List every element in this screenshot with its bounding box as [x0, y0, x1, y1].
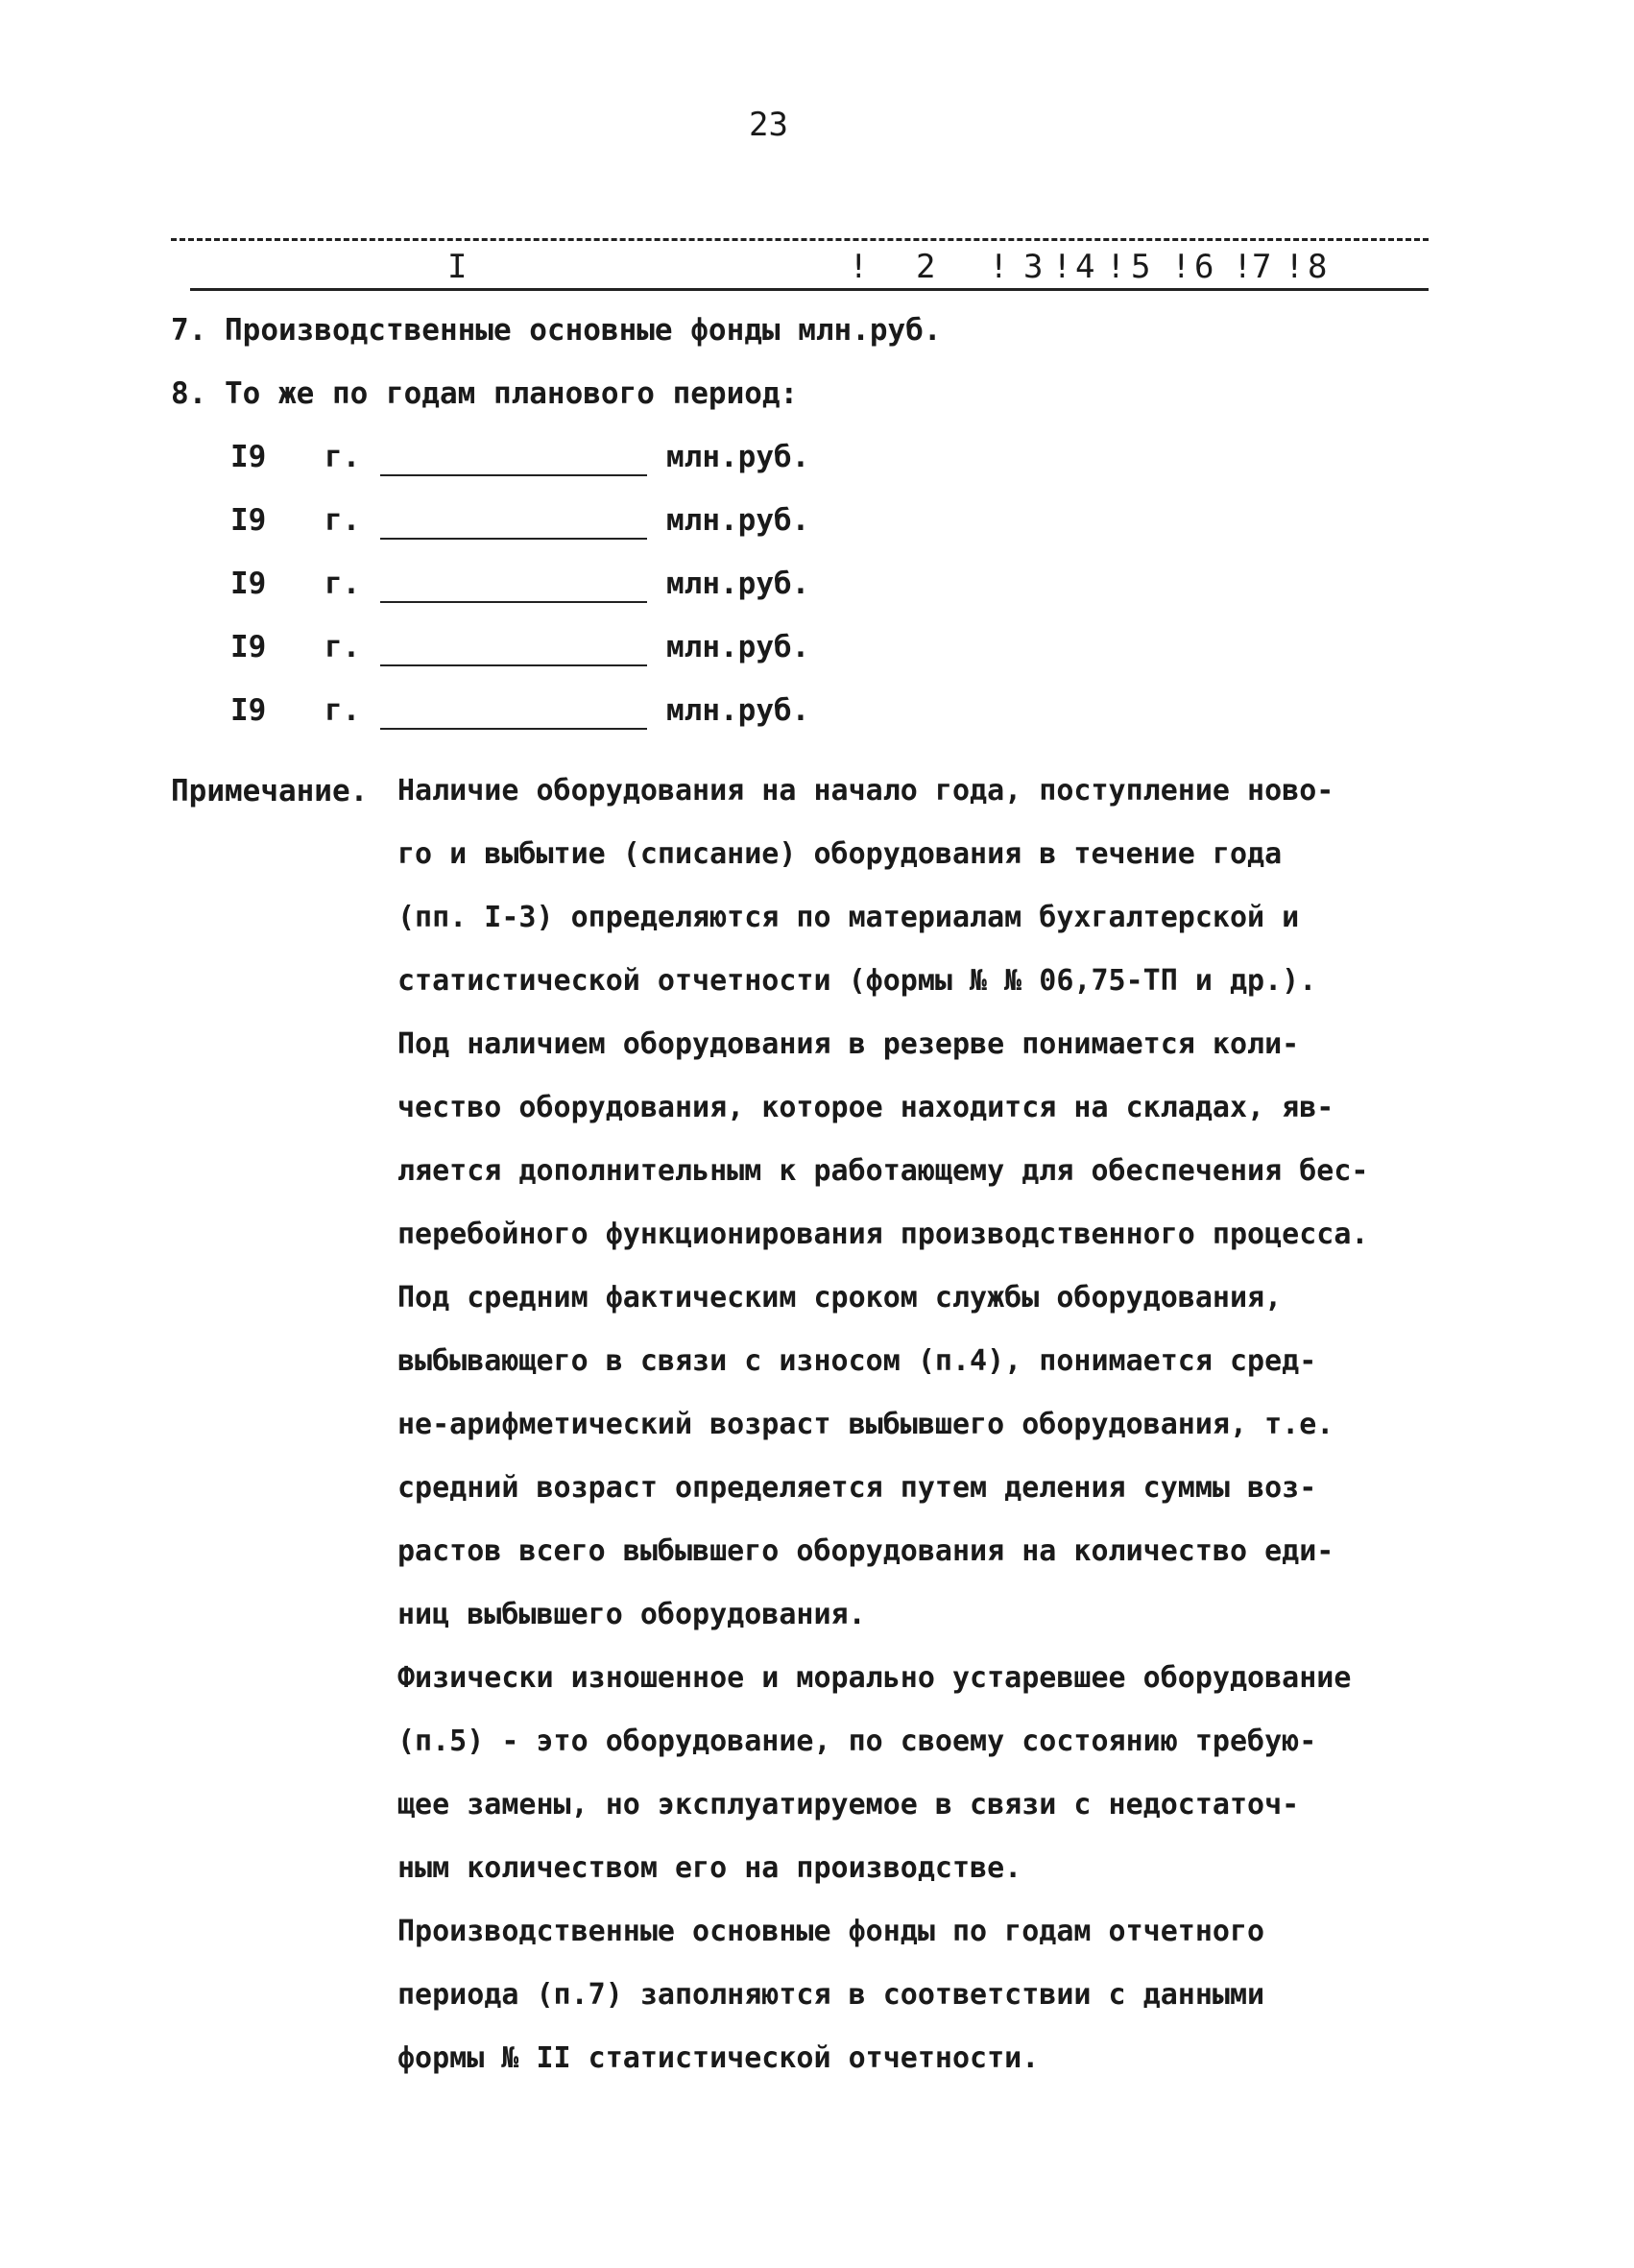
note-line: Под наличием оборудования в резерве понимается коли-: [397, 1027, 1300, 1061]
blank-field-line: [380, 538, 647, 540]
note-line: не-арифметический возраст выбывшего оборудования, т.е.: [397, 1408, 1334, 1441]
column-label-2: 2: [916, 248, 936, 286]
note-line: Производственные основные фонды по годам отчетного: [397, 1915, 1265, 1948]
column-separator: !: [849, 248, 869, 286]
note-line: формы № II статистической отчетности.: [397, 2041, 1040, 2075]
column-label-7: 7: [1252, 248, 1272, 286]
year-label: I9: [230, 567, 267, 601]
year-row: [0, 440, 1634, 482]
note-label: Примечание.: [171, 774, 369, 808]
unit-label: млн.руб.: [666, 693, 810, 728]
column-label-1: I: [447, 248, 468, 286]
page-number: 23: [749, 106, 788, 144]
note-line: Физически изношенное и морально устаревшее оборудование: [397, 1661, 1352, 1695]
year-label: I9: [230, 503, 267, 538]
blank-field-line: [380, 664, 647, 666]
year-suffix: г.: [324, 567, 361, 601]
note-line: ным количеством его на производстве.: [397, 1851, 1022, 1885]
note-line: го и выбытие (списание) оборудования в течение года: [397, 837, 1283, 871]
year-suffix: г.: [324, 503, 361, 538]
note-line: средний возраст определяется путем деления суммы воз-: [397, 1471, 1317, 1505]
year-row: [0, 503, 1634, 545]
column-label-3: 3: [1023, 248, 1044, 286]
blank-field-line: [380, 601, 647, 603]
column-separator: !: [1285, 248, 1305, 286]
column-separator: !: [1233, 248, 1253, 286]
note-line: растов всего выбывшего оборудования на количество еди-: [397, 1534, 1334, 1568]
item-8: 8. То же по годам планового период:: [171, 376, 799, 411]
note-line: (пп. I-3) определяются по материалам бухгалтерской и: [397, 901, 1300, 934]
column-separator: !: [989, 248, 1009, 286]
note-line: чество оборудования, которое находится на складах, яв-: [397, 1091, 1334, 1124]
unit-label: млн.руб.: [666, 567, 810, 601]
column-label-4: 4: [1075, 248, 1095, 286]
item-7: 7. Производственные основные фонды млн.руб.: [171, 313, 942, 348]
unit-label: млн.руб.: [666, 630, 810, 664]
note-line: (п.5) - это оборудование, по своему состоянию требую-: [397, 1725, 1317, 1758]
year-suffix: г.: [324, 440, 361, 474]
note-line: Наличие оборудования на начало года, поступление ново-: [397, 774, 1334, 808]
year-suffix: г.: [324, 693, 361, 728]
year-suffix: г.: [324, 630, 361, 664]
note-line: статистической отчетности (формы № № 06,75-ТП и др.).: [397, 964, 1317, 998]
column-separator: !: [1052, 248, 1072, 286]
unit-label: млн.руб.: [666, 440, 810, 474]
blank-field-line: [380, 728, 647, 730]
year-row: [0, 693, 1634, 736]
column-label-8: 8: [1308, 248, 1328, 286]
year-row: [0, 630, 1634, 672]
note-line: периода (п.7) заполняются в соответствии с данными: [397, 1978, 1265, 2012]
unit-label: млн.руб.: [666, 503, 810, 538]
column-label-6: 6: [1194, 248, 1214, 286]
year-row: [0, 567, 1634, 609]
column-separator: !: [1171, 248, 1191, 286]
year-label: I9: [230, 693, 267, 728]
blank-field-line: [380, 474, 647, 476]
header-top-rule: [171, 238, 1429, 241]
column-label-5: 5: [1131, 248, 1151, 286]
note-line: перебойного функционирования производственного процесса.: [397, 1218, 1369, 1251]
year-label: I9: [230, 630, 267, 664]
header-bottom-rule: [190, 288, 1429, 291]
note-line: выбывающего в связи с износом (п.4), понимается сред-: [397, 1344, 1317, 1378]
note-line: щее замены, но эксплуатируемое в связи с недостаточ-: [397, 1788, 1300, 1822]
note-line: ляется дополнительным к работающему для обеспечения бес-: [397, 1154, 1369, 1188]
note-line: ниц выбывшего оборудования.: [397, 1598, 866, 1631]
column-separator: !: [1106, 248, 1126, 286]
year-label: I9: [230, 440, 267, 474]
note-line: Под средним фактическим сроком службы оборудования,: [397, 1281, 1283, 1315]
